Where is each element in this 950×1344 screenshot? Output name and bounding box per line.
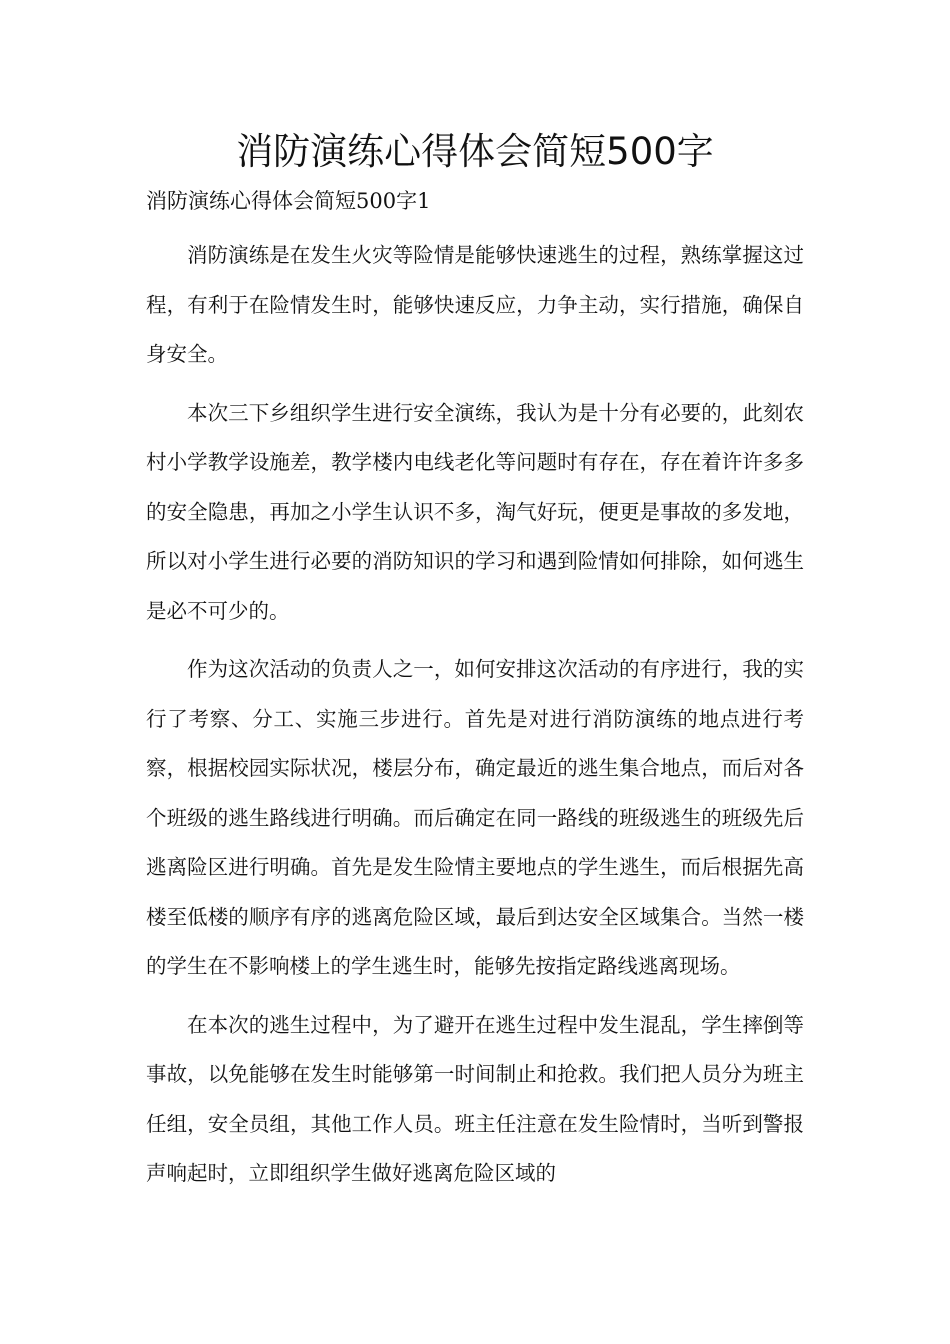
document-title: 消防演练心得体会简短500字 (236, 130, 714, 173)
document-subtitle: 消防演练心得体会简短500字1 (146, 189, 431, 213)
paragraph: 本次三下乡组织学生进行安全演练，我认为是十分有必要的，此刻农村小学教学设施差，教学楼内电线老化等问题时有存在，存在着许许多多的安全隐患，再加之小学生认识不多，淘气好玩，便更是事故的多发地，所以对小学生进行必要的消防知识的学习和遇到险情如何排除，如何逃生是必不可少的。 (146, 400, 804, 623)
document-body (146, 231, 804, 1208)
paragraph: 在本次的逃生过程中，为了避开在逃生过程中发生混乱，学生摔倒等事故，以免能够在发生时能够第一时间制止和抢救。我们把人员分为班主任组，安全员组，其他工作人员。班主任注意在发生险情时，当听到警报声响起时，立即组织学生做好逃离危险区域的 (146, 1012, 804, 1185)
paragraph: 作为这次活动的负责人之一，如何安排这次活动的有序进行，我的实行了考察、分工、实施三步进行。首先是对进行消防演练的地点进行考察，根据校园实际状况，楼层分布，确定最近的逃生集合地点，而后对各个班级的逃生路线进行明确。而后确定在同一路线的班级逃生的班级先后逃离险区进行明确。首先是发生险情主要地点的学生逃生，而后根据先高楼至低楼的顺序有序的逃离危险区域，最后到达安全区域集合。当然一楼的学生在不影响楼上的学生逃生时，能够先按指定路线逃离现场。 (146, 657, 804, 978)
paragraph: 消防演练是在发生火灾等险情是能够快速逃生的过程，熟练掌握这过程，有利于在险情发生时，能够快速反应，力争主动，实行措施，确保自身安全。 (146, 243, 804, 366)
